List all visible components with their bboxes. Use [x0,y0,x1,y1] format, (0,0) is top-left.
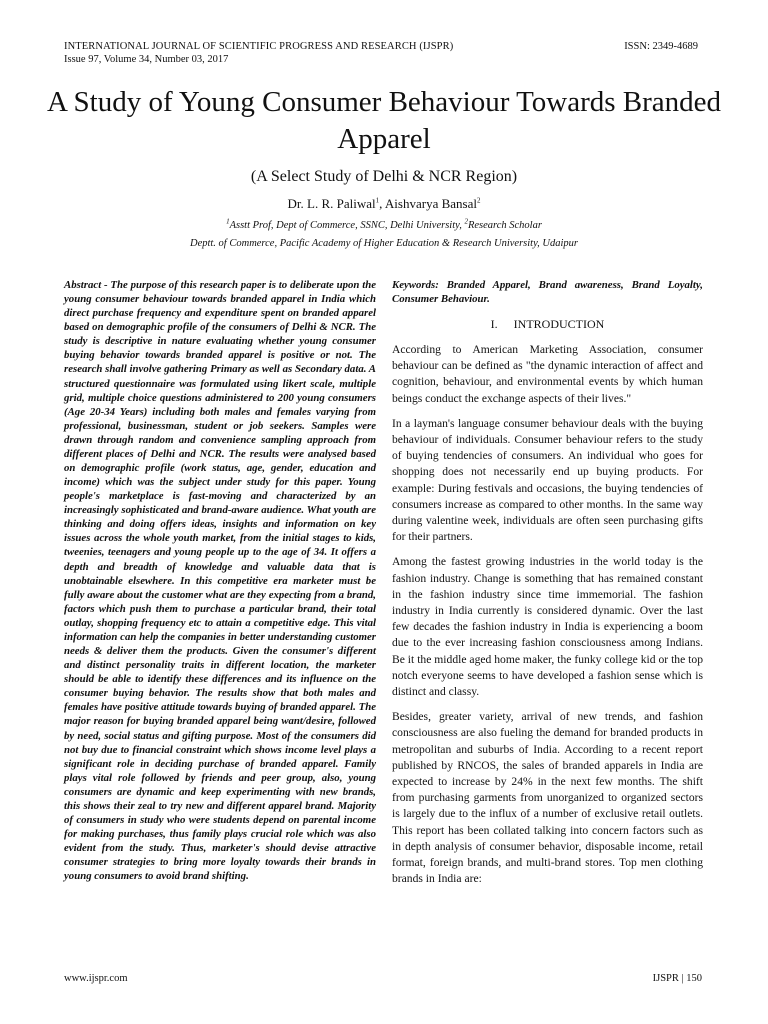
paper-subtitle: (A Select Study of Delhi & NCR Region) [250,168,518,185]
affiliation-line-1 [0,217,768,231]
intro-paragraph-2: In a layman's language consumer behaviour deals with the buying behaviour of individuals. Consumer behaviour refers to the study of buying tendencies of consumers. An individual who goes for shopping does not necessarily end up buying products. For example: During festivals and occasions, the buying tendencies of consumers increase as compared to other months. In the same way during valentine week, individuals are often seen purchasing gifts for their partners. [392,416,703,544]
author-1-mark: 1 [375,196,380,205]
footer-page-number: IJSPR | 150 [652,973,702,984]
author-1: Dr. L. R. Paliwal [287,196,376,211]
issue-info: Issue 97, Volume 34, Number 03, 2017 [64,54,229,65]
section-number: I. [490,317,498,331]
right-column [392,278,703,897]
author-2: Aishvarya Bansal [384,196,477,211]
keywords: Keywords: Branded Apparel, Brand awareness, Brand Loyalty, Consumer Behaviour. [392,279,703,305]
authors [0,196,768,212]
author-separator: , [379,196,385,211]
affiliation-line-2: Deptt. of Commerce, Pacific Academy of Higher Education & Research University, Udaipur [189,238,579,249]
section-title: INTRODUCTION [513,317,605,331]
intro-paragraph-4: Besides, greater variety, arrival of new trends, and fashion consciousness are also fueling the demand for branded products in metropolitan and suburbs of India. According to a recent report published by RNCOS, the sales of branded apparels in India are expected to increase by 24% in the next few months. The shift from purchasing garments from unorganized to organized sectors is largely due to the influx of a number of exclusive retail outlets. This report has been collated talking into concern factors such as in depth analysis of consumer behavior, disposable income, retail format, foreign brands, and multi-brand stores. Top men clothing brands in India are: [392,710,703,886]
intro-paragraph-3: Among the fastest growing industries in the world today is the fashion industry. Change is something that has remained constant in the fashion industry since time immemorial. The fashion industry in India currently is considered dynamic. Over the last few decades the fashion industry in India is experiencing a boom due to the ever increasing fashion consciousness among Indians. Be it the middle aged home maker, the funky college kid or the top notch everyone seems to have developed a fashion sense which is distinct and classy. [392,555,703,699]
affil-mark-1: 1 [226,217,230,226]
intro-paragraph-1: According to American Marketing Association, consumer behaviour can be defined as "the dynamic interaction of affect and cognition, behaviour, and environmental events by which human beings conduct the exchange aspects of their lives." [392,343,703,405]
affil-mark-2: 2 [464,217,468,226]
affil-text-1: Asstt Prof, Dept of Commerce, SSNC, Delhi University, [229,220,465,231]
issn: ISSN: 2349-4689 [624,41,698,52]
author-2-mark: 2 [476,196,481,205]
paper-title: A Study of Young Consumer Behaviour Towards Branded Apparel [46,86,722,155]
abstract: Abstract - The purpose of this research paper is to deliberate upon the young consumer behaviour towards branded apparel in India which direct purchase frequency and expenditure spent on branded apparel based on demographic profile of the consumers of Delhi & NCR. The study is descriptive in nature evaluating whether young consumer buying behavior towards branded apparel is positive or not. The research shall involve gathering Primary as well as Secondary data. A structured questionnaire was formulated using likert scale, multiple grid, multiple choice questions administered to 200 young consumers (Age 20-34 Years) including both males and females varying from professional, businessman, student or job seekers. Samples were drawn through random and convenience sampling approach from different places of Delhi and NCR. The results were analysed based on demographic profile (work status, age, gender, education and income) which was the subject under study for this paper. Young people's marketplace is fast-moving and characterized by an increasingly sophisticated and brand-aware audience. What youth are thinking and doing offers ideas, insights and information on key issues across the whole youth market, from the initial stages to kids, tweenies, teenagers and young people up to the age of 34. It offers a depth and breadth of knowledge and valuable data that is unobtainable elsewhere. In this competitive era marketer must be fully aware about the customer what are they expecting from a brand, factors which push them to purchase a particular brand, their total outlay, shopping frequency etc to attain a competitive edge. This vital information can help the companies in better understanding customer needs & deliver them the products. Given the consumer's different and distinct personality traits in different location, the marketer should be able to identify these differences and its influence on the consumer buying behavior. The results show that both males and females have positive attitude towards buying of branded apparel. The major reason for buying branded apparel being want/desire, followed by need, social status and gifting purpose. Most of the consumers did not buy due to financial constraint which shows income level plays a significant role in deciding purchase of branded apparel. Family plays vital role followed by friends and peer group, also, young consumers are dynamic and keep experimenting with new brands, this shows their zeal to try new and different apparel brand. Majority of consumers in study who were students depend on parental income for making purchases, thus family plays crucial role which was also evident from the study. Thus, marketer's should devise attractive consumer strategies to bring more loyalty towards their brands in young consumers to avoid brand shifting. [64,279,376,883]
footer-website: www.ijspr.com [64,973,128,984]
section-heading [392,317,703,332]
journal-name: INTERNATIONAL JOURNAL OF SCIENTIFIC PROGRESS AND RESEARCH (IJSPR) [64,41,454,52]
affil-text-2: Research Scholar [467,220,542,231]
